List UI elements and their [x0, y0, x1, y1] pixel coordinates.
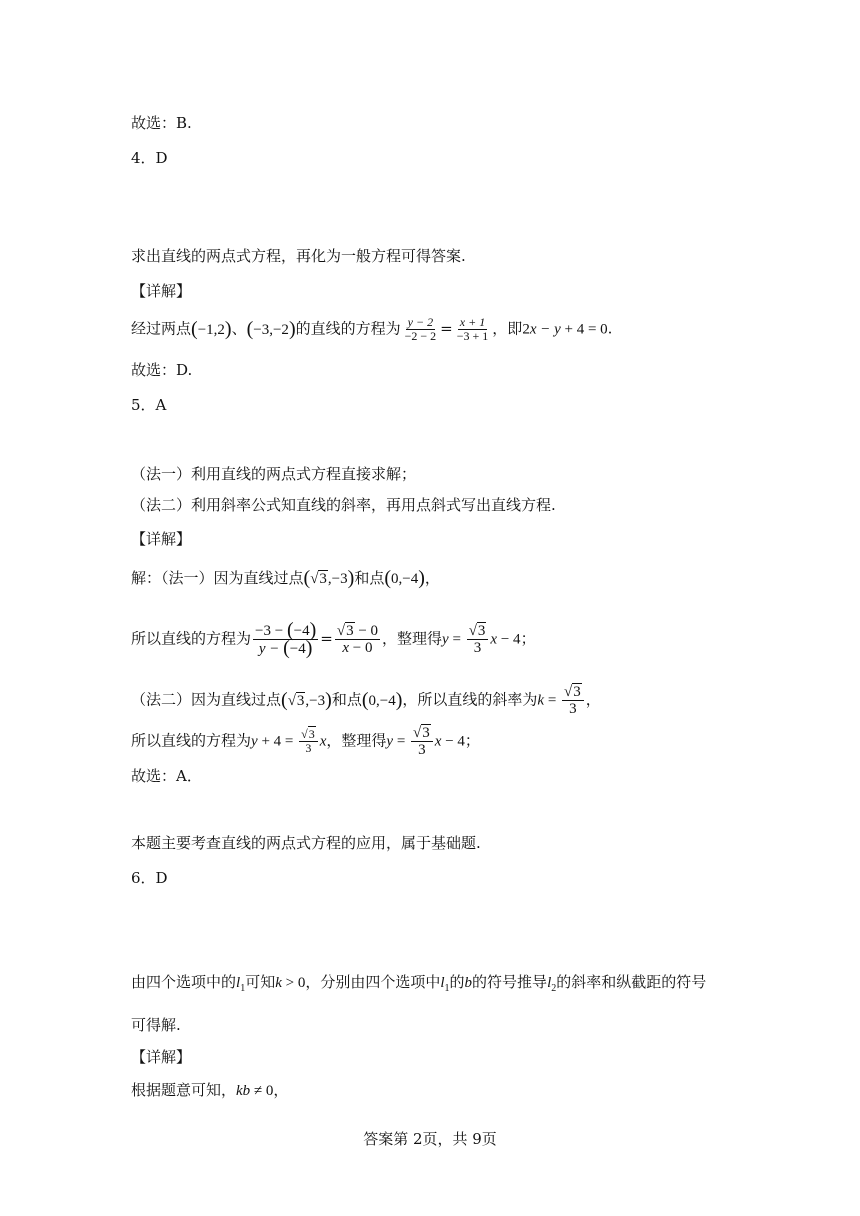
- q5-number: 5．A: [131, 396, 167, 414]
- q6-analysis: 由四个选项中的$l_1$可知k > 0，分别由四个选项中$l_1$的b的符号推导$l_2$的斜率和纵截距的符号: [131, 973, 707, 994]
- q6-analysis-b: 可知: [245, 973, 276, 991]
- q5-sol2-and: 和点: [331, 690, 362, 709]
- q5-comment: 本题主要考查直线的两点式方程的应用，属于基础题.: [131, 834, 481, 852]
- q6-analysis-f: 的斜率和纵截距的符号: [556, 973, 707, 991]
- q5-detail-heading: 【详解】: [131, 530, 192, 548]
- q5-sol1-equation: 所以直线的方程为 $\frac{-3 - (-4)}{y - (-4)}$ = $\frac{√3 - 0}{x - 0}$ ，整理得y = $\frac{√3}{3}$ x − 4；: [131, 619, 536, 659]
- q5-sol1-and: 和点: [354, 569, 385, 587]
- q4-detail-then: ，即: [492, 319, 523, 338]
- q5-sol1-eq-mid: ，整理得: [382, 629, 443, 648]
- q4-detail-text-mid: 的直线的方程为: [295, 319, 401, 338]
- q5-sol1-points: 解：（法一）因为直线过点(√3,−3)和点(0,−4)，: [131, 567, 440, 589]
- q4-detail-text: 经过两点: [131, 319, 192, 338]
- q6-analysis-c: ，分别由四个选项中: [305, 973, 441, 991]
- q6-analysis-e: 的符号推导: [472, 973, 548, 991]
- q6-detail-suffix: ，: [273, 1081, 289, 1099]
- q5-sol2-text: （法二）因为直线过点: [131, 690, 282, 709]
- q5-sol2-slope: （法二）因为直线过点(√3,−3)和点(0,−4)，所以直线的斜率为k = $\frac{√3}{3}$ ，: [131, 684, 601, 717]
- q5-sol2-equation: 所以直线的方程为y + 4 = $\frac{√3}{3}$ x，整理得y = $\frac{√3}{3}$ x − 4；: [131, 725, 480, 758]
- q5-sol2-slope-text: ，所以直线的斜率为: [402, 690, 538, 709]
- q5-sol2-eq-mid: ，整理得: [326, 731, 387, 750]
- q6-analysis-continued: 可得解.: [131, 1016, 181, 1034]
- q5-answer: 故选：A．: [131, 767, 202, 785]
- q5-sol1-eq-text: 所以直线的方程为: [131, 629, 252, 648]
- q5-method2: （法二）利用斜率公式知直线的斜率，再用点斜式写出直线方程.: [131, 496, 556, 514]
- q6-detail-text: 根据题意可知，: [131, 1081, 237, 1099]
- q5-sol2-eq-text: 所以直线的方程为: [131, 731, 252, 750]
- q4-detail-heading: 【详解】: [131, 282, 192, 300]
- q4-number: 4．D: [131, 149, 168, 167]
- q6-analysis-a: 由四个选项中的: [131, 973, 237, 991]
- page-footer: 答案第 2页，共 9页: [363, 1130, 497, 1148]
- q5-method1: （法一）利用直线的两点式方程直接求解；: [131, 465, 417, 483]
- q4-answer: 故选：D.: [131, 361, 193, 379]
- q6-detail: 根据题意可知，kb ≠ 0，: [131, 1081, 289, 1099]
- q4-detail-equation: 经过两点(−1,2)、(−3,−2)的直线的方程为 $\frac{y - 2}{-2 - 2}$ = $\frac{x + 1}{-3 + 1}$ ，即2x − y + 4 = 0.: [131, 315, 613, 343]
- q6-analysis-d: 的: [449, 973, 465, 991]
- q6-number: 6．D: [131, 869, 168, 887]
- q4-analysis: 求出直线的两点式方程，再化为一般方程可得答案.: [131, 247, 466, 265]
- q3-answer: 故选：B.: [131, 114, 192, 132]
- q6-detail-heading: 【详解】: [131, 1048, 192, 1066]
- q5-sol1-text: 解：（法一）因为直线过点: [131, 569, 304, 587]
